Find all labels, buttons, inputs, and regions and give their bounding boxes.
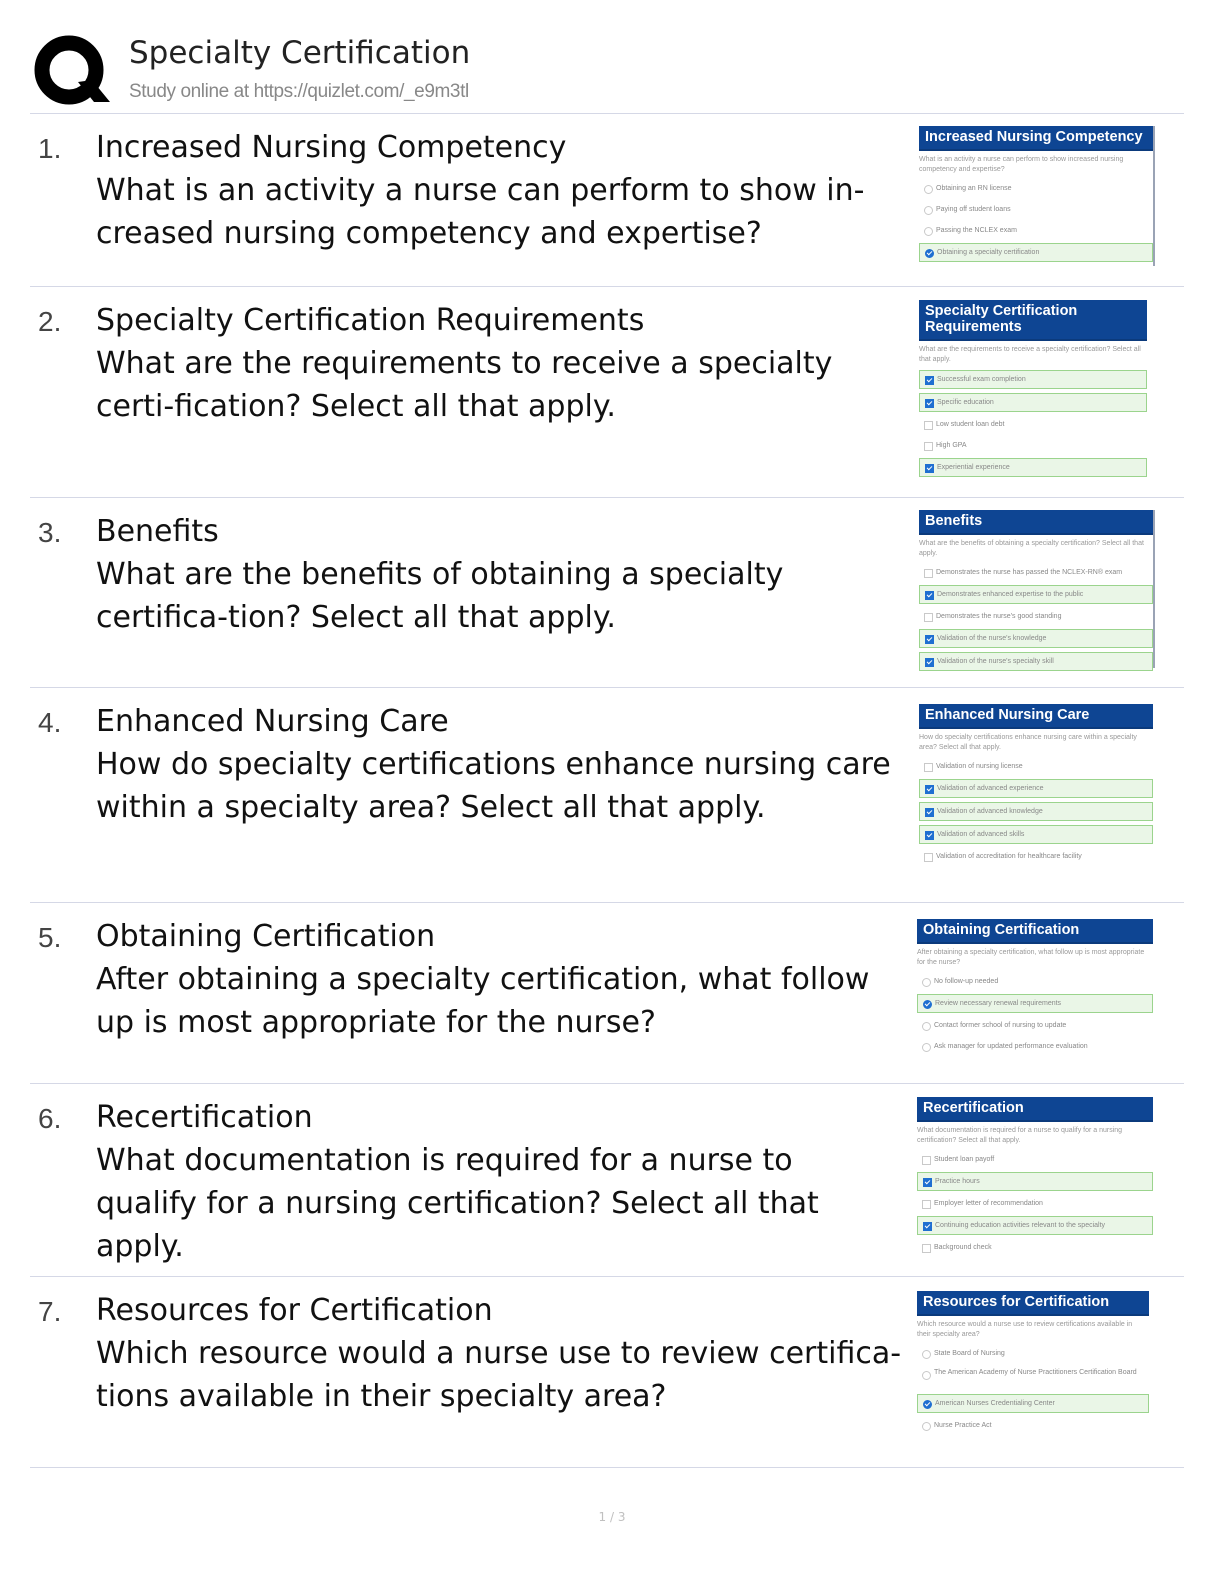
answer-option-selected: Validation of the nurse's knowledge <box>919 629 1153 648</box>
checkbox-icon <box>924 442 933 451</box>
card-number: 6. <box>38 1103 62 1134</box>
answer-option-selected: Successful exam completion <box>919 370 1147 389</box>
checkbox-icon <box>924 569 933 578</box>
card-term: Specialty Certification Requirements <box>96 303 645 338</box>
card-definition: What is an activity a nurse can perform to show in-creased nursing competency and expertise? <box>96 173 865 251</box>
image-question: How do specialty certifications enhance nursing care within a specialty area? Select all that apply. <box>919 734 1137 751</box>
answer-option: Low student loan debt <box>919 416 1147 433</box>
card-number: 5. <box>38 922 62 953</box>
checkbox-checked-icon <box>923 1222 932 1231</box>
flashcard <box>0 114 1224 286</box>
answer-option: No follow-up needed <box>917 973 1153 990</box>
flashcard <box>0 498 1224 687</box>
page-title: Specialty Certification <box>129 35 471 71</box>
answer-option: Employer letter of recommendation <box>917 1195 1153 1212</box>
card-definition: How do specialty certifications enhance nursing care within a specialty area? Select all that apply. <box>96 747 891 825</box>
image-heading: Benefits <box>919 510 1153 535</box>
checkbox-icon <box>924 853 933 862</box>
radio-checked-icon <box>923 1400 932 1409</box>
radio-icon <box>922 1350 931 1359</box>
card-image <box>919 300 1147 480</box>
checkbox-checked-icon <box>925 376 934 385</box>
radio-icon <box>922 1422 931 1431</box>
answer-option: Student loan payoff <box>917 1151 1153 1168</box>
image-heading: Specialty Certification Requirements <box>919 300 1147 341</box>
answer-option: The American Academy of Nurse Practitioners Certification Board <box>917 1366 1149 1390</box>
card-text <box>96 299 902 428</box>
checkbox-checked-icon <box>925 658 934 667</box>
answer-option: Nurse Practice Act <box>917 1417 1149 1434</box>
checkbox-checked-icon <box>925 831 934 840</box>
card-definition: Which resource would a nurse use to review certifica-tions available in their specialty area? <box>96 1336 902 1414</box>
card-image <box>917 1291 1149 1451</box>
radio-icon <box>924 227 933 236</box>
radio-icon <box>922 1371 931 1380</box>
card-definition: What are the benefits of obtaining a specialty certifica-tion? Select all that apply. <box>96 557 784 635</box>
card-text <box>96 510 902 639</box>
radio-checked-icon <box>923 1000 932 1009</box>
answer-option: Background check <box>917 1239 1153 1256</box>
image-question: What documentation is required for a nurse to qualify for a nursing certification? Select all that apply. <box>917 1127 1123 1144</box>
answer-option-selected: Specific education <box>919 393 1147 412</box>
card-image <box>917 1097 1153 1265</box>
card-term: Resources for Certification <box>96 1293 493 1328</box>
card-number: 7. <box>38 1296 62 1327</box>
answer-option: High GPA <box>919 437 1147 454</box>
flashcard <box>0 903 1224 1083</box>
image-heading: Recertification <box>917 1097 1153 1122</box>
answer-option-selected: Validation of advanced skills <box>919 825 1153 844</box>
card-number: 3. <box>38 517 62 548</box>
checkbox-icon <box>922 1156 931 1165</box>
answer-option: Validation of nursing license <box>919 758 1153 775</box>
card-text <box>96 1096 902 1268</box>
flashcard <box>0 1084 1224 1276</box>
card-image <box>919 704 1153 884</box>
radio-icon <box>922 1043 931 1052</box>
answer-option-selected: Continuing education activities relevant to the specialty <box>917 1216 1153 1235</box>
answer-option: Demonstrates the nurse has passed the NCLEX-RN® exam <box>919 564 1153 581</box>
card-number: 4. <box>38 707 62 738</box>
checkbox-icon <box>922 1200 931 1209</box>
answer-option-selected: Practice hours <box>917 1172 1153 1191</box>
image-heading: Enhanced Nursing Care <box>919 704 1153 729</box>
image-question: Which resource would a nurse use to review certifications available in their specialty area? <box>917 1321 1133 1338</box>
card-term: Obtaining Certification <box>96 919 436 954</box>
card-term: Enhanced Nursing Care <box>96 704 449 739</box>
answer-option-selected: Review necessary renewal requirements <box>917 994 1153 1013</box>
checkbox-checked-icon <box>925 785 934 794</box>
answer-option-selected: Demonstrates enhanced expertise to the public <box>919 585 1153 604</box>
checkbox-checked-icon <box>925 635 934 644</box>
answer-option: Validation of accreditation for healthcare facility <box>919 848 1153 865</box>
answer-option: Contact former school of nursing to update <box>917 1017 1153 1034</box>
image-question: What is an activity a nurse can perform to show increased nursing competency and expertise? <box>919 156 1124 173</box>
answer-option: Demonstrates the nurse's good standing <box>919 608 1153 625</box>
card-term: Benefits <box>96 514 219 549</box>
image-heading: Resources for Certification <box>917 1291 1149 1316</box>
answer-option: Obtaining an RN license <box>919 180 1153 197</box>
checkbox-checked-icon <box>923 1178 932 1187</box>
radio-icon <box>922 978 931 987</box>
card-number: 2. <box>38 306 62 337</box>
image-question: What are the benefits of obtaining a specialty certification? Select all that apply. <box>919 540 1144 557</box>
study-link[interactable]: Study online at https://quizlet.com/_e9m3tl <box>129 81 469 102</box>
radio-icon <box>924 206 933 215</box>
card-image <box>919 510 1153 668</box>
answer-option: Paying off student loans <box>919 201 1153 218</box>
page-header <box>30 28 1190 112</box>
answer-option-selected: Obtaining a specialty certification <box>919 243 1153 262</box>
answer-option: Passing the NCLEX exam <box>919 222 1153 239</box>
flashcard <box>0 287 1224 497</box>
checkbox-icon <box>924 613 933 622</box>
card-divider <box>30 1467 1184 1468</box>
radio-checked-icon <box>925 249 934 258</box>
answer-option-selected: Validation of the nurse's specialty skill <box>919 652 1153 671</box>
card-number: 1. <box>38 133 62 164</box>
checkbox-checked-icon <box>925 591 934 600</box>
card-text <box>96 700 902 829</box>
page-number: 1 / 3 <box>598 1510 626 1524</box>
answer-option-selected: Validation of advanced knowledge <box>919 802 1153 821</box>
answer-option-selected: American Nurses Credentialing Center <box>917 1394 1149 1413</box>
checkbox-checked-icon <box>925 808 934 817</box>
flashcard <box>0 1277 1224 1467</box>
card-definition: What documentation is required for a nurse to qualify for a nursing certification? Select all that apply. <box>96 1143 819 1264</box>
image-question: After obtaining a specialty certification, what follow up is most appropriate for the nurse? <box>917 949 1145 966</box>
card-definition: What are the requirements to receive a specialty certi-fication? Select all that apply. <box>96 346 833 424</box>
card-image <box>919 126 1153 266</box>
image-heading: Increased Nursing Competency <box>919 126 1153 151</box>
checkbox-icon <box>922 1244 931 1253</box>
checkbox-icon <box>924 421 933 430</box>
radio-icon <box>922 1022 931 1031</box>
image-question: What are the requirements to receive a specialty certification? Select all that apply. <box>919 346 1141 363</box>
quizlet-logo-icon <box>32 32 110 110</box>
checkbox-icon <box>924 763 933 772</box>
image-heading: Obtaining Certification <box>917 919 1153 944</box>
card-term: Increased Nursing Competency <box>96 130 567 165</box>
card-text <box>96 1289 902 1418</box>
card-text <box>96 915 902 1044</box>
card-text <box>96 126 902 255</box>
card-image <box>917 919 1153 1071</box>
radio-icon <box>924 185 933 194</box>
checkbox-checked-icon <box>925 399 934 408</box>
card-definition: After obtaining a specialty certification, what follow up is most appropriate for the nurse? <box>96 962 870 1040</box>
card-term: Recertification <box>96 1100 313 1135</box>
answer-option: State Board of Nursing <box>917 1345 1149 1362</box>
answer-option-selected: Validation of advanced experience <box>919 779 1153 798</box>
flashcard <box>0 688 1224 902</box>
answer-option-selected: Experiential experience <box>919 458 1147 477</box>
answer-option: Ask manager for updated performance evaluation <box>917 1038 1153 1055</box>
checkbox-checked-icon <box>925 464 934 473</box>
